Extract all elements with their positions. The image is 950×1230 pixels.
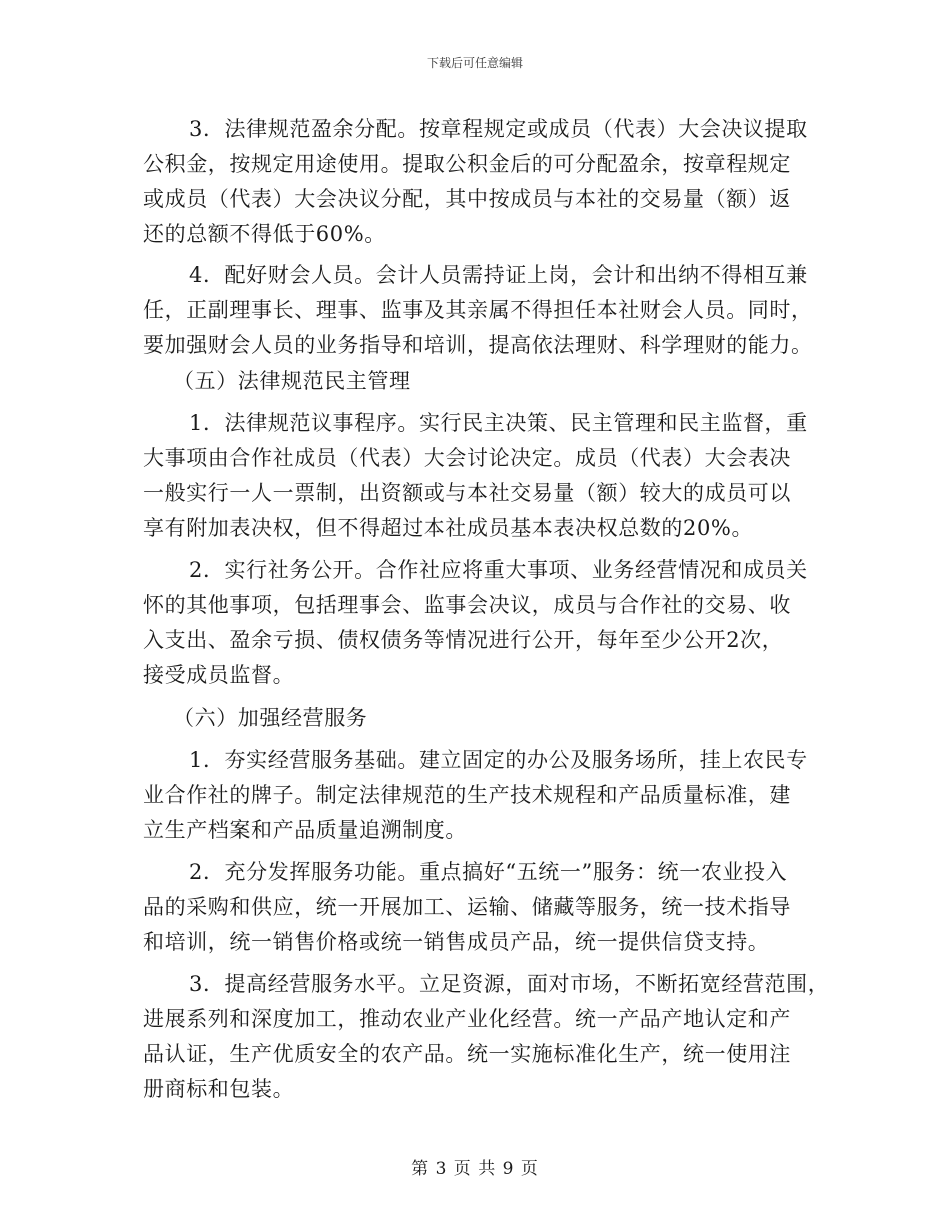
text-line: 进展系列和深度加工，推动农业产业化经营。统一产品产地认定和产	[143, 1007, 791, 1031]
text-line: 大事项由合作社成员（代表）大会讨论决定。成员（代表）大会表决	[143, 446, 791, 470]
text-line: 任，正副理事长、理事、监事及其亲属不得担任本社财会人员。同时，	[143, 298, 813, 322]
text-line: 品认证，生产优质安全的农产品。统一实施标准化生产，统一使用注	[143, 1042, 791, 1066]
text-line: 3．法律规范盈余分配。按章程规定或成员（代表）大会决议提取	[189, 117, 808, 141]
text-line: 4．配好财会人员。会计人员需持证上岗，会计和出纳不得相互兼	[189, 263, 808, 287]
text-line: 享有附加表决权，但不得超过本社成员基本表决权总数的20%。	[143, 516, 754, 540]
text-line: 接受成员监督。	[143, 663, 295, 687]
text-line: 业合作社的牌子。制定法律规范的生产技术规程和产品质量标准，建	[143, 783, 791, 807]
page-header: 下载后可任意编辑	[426, 56, 523, 70]
text-line: 品的采购和供应，统一开展加工、运输、储藏等服务，统一技术指导	[143, 895, 791, 919]
section-heading: （五）法律规范民主管理	[173, 369, 411, 393]
text-line: 还的总额不得低于60%。	[143, 222, 386, 246]
text-line: 2．充分发挥服务功能。重点搞好“五统一”服务：统一农业投入	[189, 860, 788, 884]
text-line: 一般实行一人一票制，出资额或与本社交易量（额）较大的成员可以	[143, 481, 791, 505]
text-line: 要加强财会人员的业务指导和培训，提高依法理财、科学理财的能力。	[143, 333, 813, 357]
text-line: 公积金，按规定用途使用。提取公积金后的可分配盈余，按章程规定	[143, 152, 791, 176]
page-number: 第 3 页 共 9 页	[411, 1159, 539, 1179]
text-line: 1．法律规范议事程序。实行民主决策、民主管理和民主监督，重	[189, 411, 808, 435]
text-line: 入支出、盈余亏损、债权债务等情况进行公开，每年至少公开2次，	[143, 628, 784, 652]
text-line: 3．提高经营服务水平。立足资源，面对市场，不断拓宽经营范围，	[189, 972, 830, 996]
text-line: 和培训，统一销售价格或统一销售成员产品，统一提供信贷支持。	[143, 930, 770, 954]
text-line: 册商标和包装。	[143, 1077, 295, 1101]
text-line: 2．实行社务公开。合作社应将重大事项、业务经营情况和成员关	[189, 558, 808, 582]
section-heading: （六）加强经营服务	[173, 706, 368, 730]
text-line: 怀的其他事项，包括理事会、监事会决议，成员与合作社的交易、收	[143, 593, 791, 617]
text-line: 1．夯实经营服务基础。建立固定的办公及服务场所，挂上农民专	[189, 748, 808, 772]
text-line: 立生产档案和产品质量追溯制度。	[143, 818, 467, 842]
text-line: 或成员（代表）大会决议分配，其中按成员与本社的交易量（额）返	[143, 187, 791, 211]
